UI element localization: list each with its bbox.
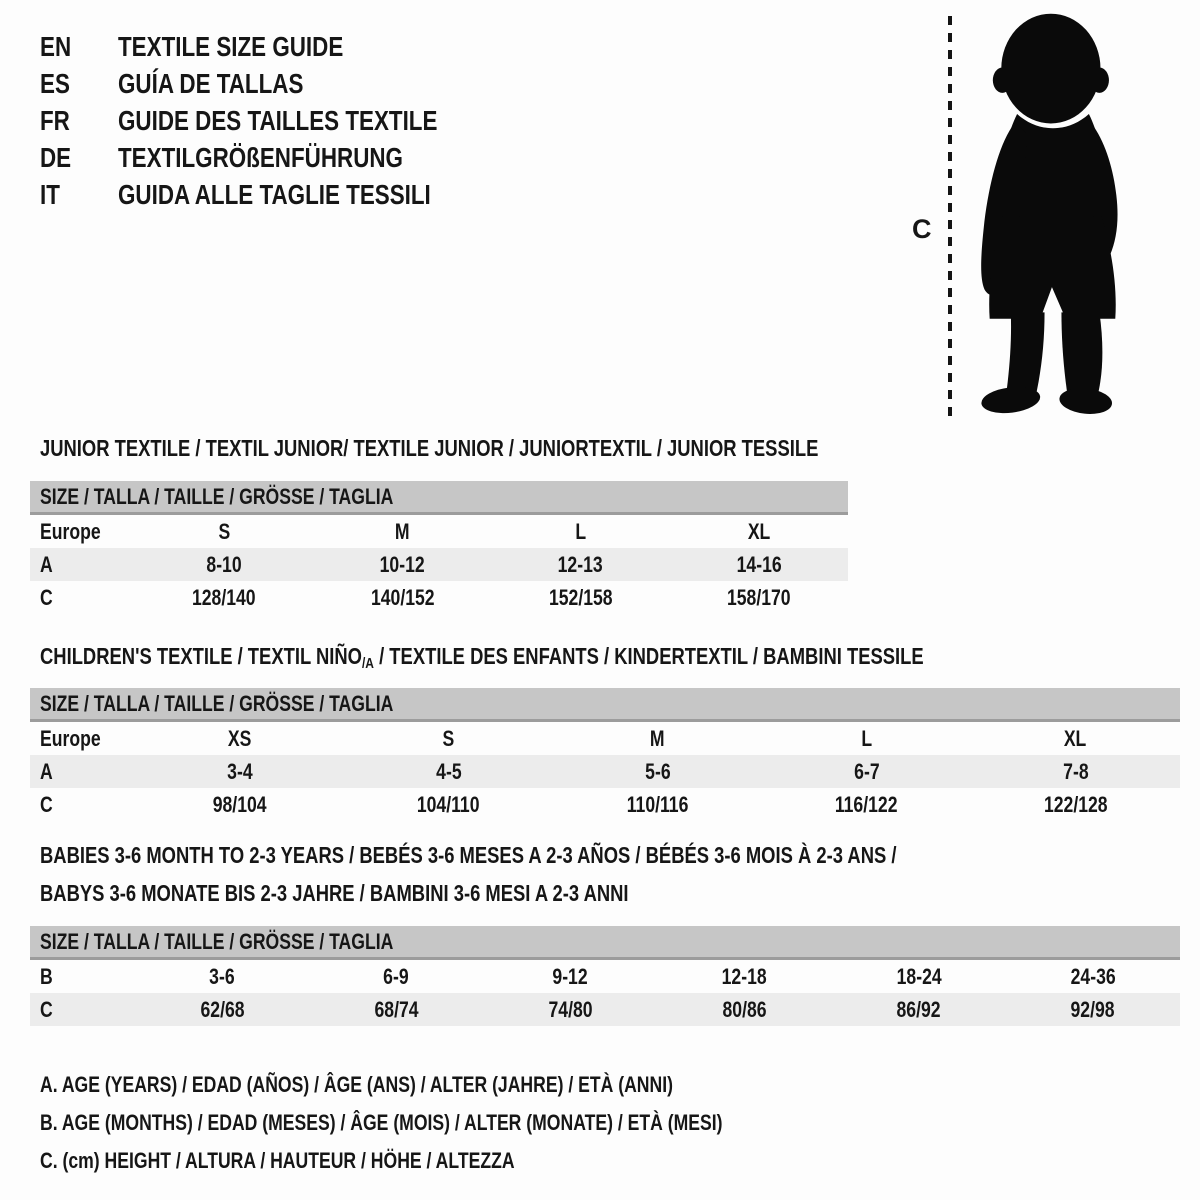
legend-line-c: C. (cm) HEIGHT / ALTURA / HAUTEUR / HÖHE / ALTEZZA (40, 1148, 515, 1173)
children-section-title: CHILDREN'S TEXTILE / TEXTIL NIÑO/A / TEXTILE DES ENFANTS / KINDERTEXTIL / BAMBINI TESSILE (40, 643, 924, 672)
row-label: C (40, 996, 53, 1022)
children-size-table (30, 688, 1180, 821)
guide-title: GUÍA DE TALLAS (118, 68, 304, 99)
lang-code: DE (40, 142, 72, 173)
title-subscript: /A (361, 655, 374, 672)
size-header-bar: SIZE / TALLA / TAILLE / GRÖSSE / TAGLIA (30, 688, 1180, 719)
row-label: Europe (40, 725, 101, 751)
junior-section-title: JUNIOR TEXTILE / TEXTIL JUNIOR/ TEXTILE JUNIOR / JUNIORTEXTIL / JUNIOR TESSILE (40, 435, 819, 461)
size-header-bar: SIZE / TALLA / TAILLE / GRÖSSE / TAGLIA (30, 481, 848, 512)
lang-code: ES (40, 68, 70, 99)
lang-row-en (40, 28, 517, 65)
height-measure-label: C (912, 214, 932, 244)
junior-size-table (30, 481, 848, 614)
lang-row-it (40, 176, 517, 213)
table-row: B 3-6 6-9 9-12 12-18 18-24 24-36 (40, 963, 1116, 989)
row-label: A (40, 758, 53, 784)
guide-title: GUIDE DES TAILLES TEXTILE (118, 105, 438, 136)
legend-line-a: A. AGE (YEARS) / EDAD (AÑOS) / ÂGE (ANS) / ALTER (JAHRE) / ETÀ (ANNI) (40, 1072, 673, 1097)
lang-code: EN (40, 31, 72, 62)
guide-title: GUIDA ALLE TAGLIE TESSILI (118, 179, 431, 210)
measurement-legend (40, 1066, 893, 1180)
row-label: B (40, 963, 53, 989)
lang-row-es (40, 65, 517, 102)
table-row: C 128/140 140/152 152/158 158/170 (40, 584, 791, 610)
baby-silhouette (958, 10, 1148, 428)
table-row: A 3-4 4-5 5-6 6-7 7-8 (30, 755, 1180, 788)
table-row: C 98/104 104/110 110/116 116/122 122/128 (40, 791, 1108, 817)
lang-code: FR (40, 105, 70, 136)
legend-line-b: B. AGE (MONTHS) / EDAD (MESES) / ÂGE (MOIS) / ALTER (MONATE) / ETÀ (MESI) (40, 1110, 723, 1135)
table-row: C 62/68 68/74 74/80 80/86 86/92 92/98 (30, 993, 1180, 1026)
size-header-bar: SIZE / TALLA / TAILLE / GRÖSSE / TAGLIA (30, 926, 1180, 957)
table-row: Europe S M L XL (40, 518, 771, 544)
guide-title: TEXTILGRÖßENFÜHRUNG (118, 142, 403, 173)
babies-section-title-line2: BABYS 3-6 MONATE BIS 2-3 JAHRE / BAMBINI 3-6 MESI A 2-3 ANNI (40, 880, 629, 906)
babies-size-table (30, 926, 1180, 1026)
lang-code: IT (40, 179, 60, 210)
row-label: C (40, 791, 53, 817)
babies-section-title-line1: BABIES 3-6 MONTH TO 2-3 YEARS / BEBÉS 3-6 MESES A 2-3 AÑOS / BÉBÉS 3-6 MOIS À 2-3 ANS / (40, 842, 897, 868)
height-measure-dashed-line (948, 16, 952, 416)
table-row: A 8-10 10-12 12-13 14-16 (30, 548, 848, 581)
row-label: C (40, 584, 53, 610)
row-label: A (40, 551, 53, 577)
language-title-list (40, 28, 517, 213)
row-label: Europe (40, 518, 101, 544)
lang-row-fr (40, 102, 517, 139)
guide-title: TEXTILE SIZE GUIDE (118, 31, 344, 62)
lang-row-de (40, 139, 517, 176)
table-row: Europe XS S M L XL (40, 725, 1087, 751)
